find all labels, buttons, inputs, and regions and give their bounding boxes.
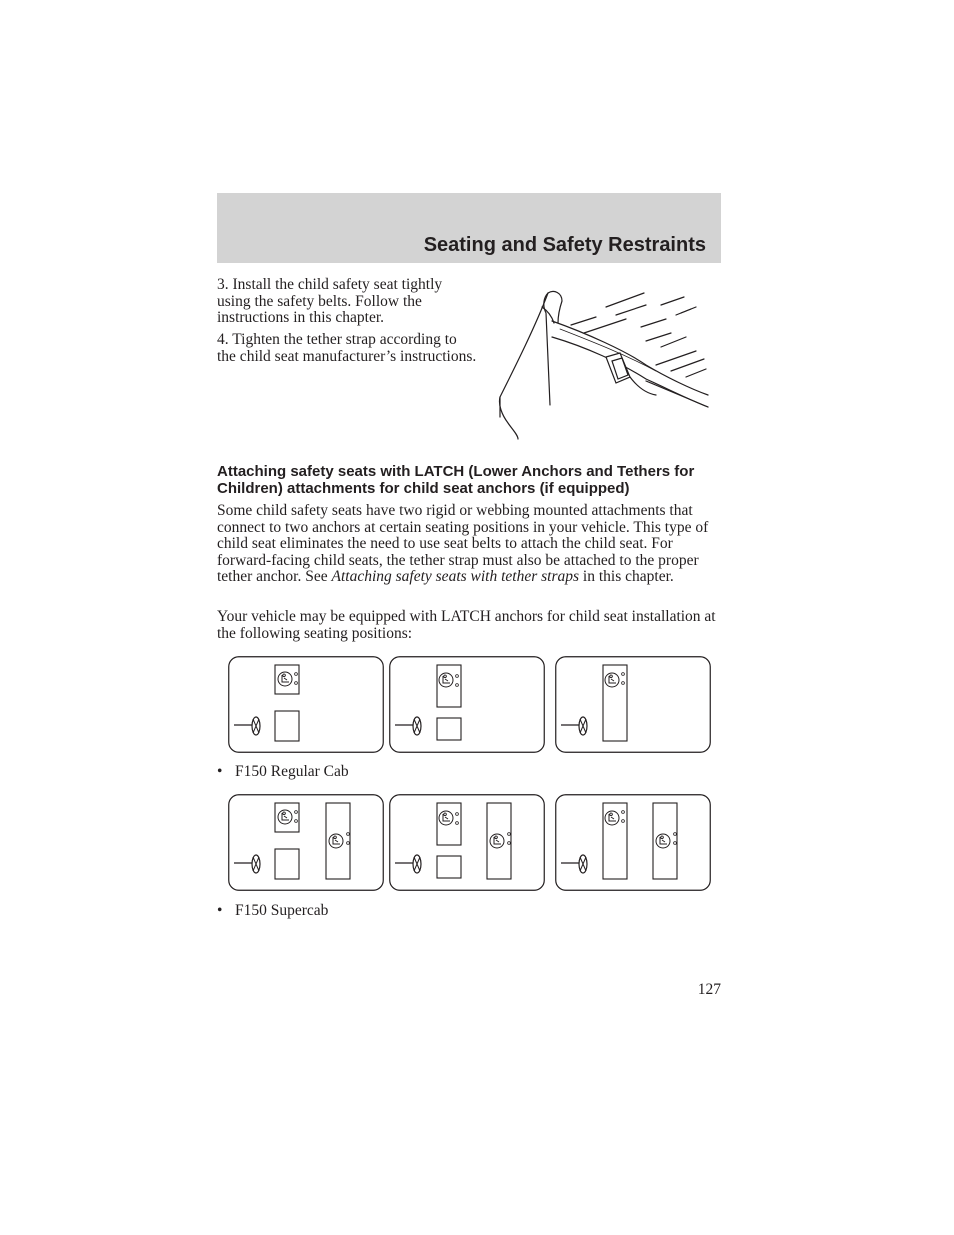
seat-belt-illustration bbox=[496, 285, 710, 441]
steering-wheel-icon bbox=[413, 717, 421, 735]
bullet-glyph: • bbox=[217, 902, 223, 919]
driver-seat bbox=[275, 711, 299, 741]
cross-reference-link: Attaching safety seats with tether straps bbox=[331, 568, 580, 585]
latch-section-heading: Attaching safety seats with LATCH (Lower Anchors and Tethers for Children) attachments for child seat anchors (if equipped) bbox=[217, 463, 695, 497]
lower-anchor-icon bbox=[456, 684, 459, 687]
vehicle-outline bbox=[556, 795, 711, 891]
supercab-diagram-split-bench bbox=[389, 794, 545, 891]
vehicle-outline bbox=[556, 657, 711, 753]
driver-seat bbox=[437, 718, 461, 740]
lower-anchor-icon bbox=[508, 833, 511, 836]
caption-regular-cab-text: F150 Regular Cab bbox=[235, 763, 349, 780]
lower-anchor-icon bbox=[295, 682, 298, 685]
steering-wheel-icon bbox=[413, 855, 421, 873]
child-seat-icon bbox=[656, 834, 670, 848]
steering-wheel-icon bbox=[252, 717, 260, 735]
lower-anchor-icon bbox=[674, 833, 677, 836]
lower-anchor-icon bbox=[347, 842, 350, 845]
regular-cab-diagram-full-bench bbox=[555, 656, 711, 753]
lower-anchor-icon bbox=[622, 682, 625, 685]
step-4-text: 4. Tighten the tether strap according to the child seat manufacturer’s instructions. bbox=[217, 331, 477, 365]
driver-seat bbox=[275, 849, 299, 879]
child-seat-icon bbox=[605, 811, 619, 825]
latch-description-tail: in this chapter. bbox=[579, 568, 674, 585]
regular-cab-diagram-split-bench bbox=[389, 656, 545, 753]
child-seat-icon bbox=[490, 834, 504, 848]
child-seat-icon bbox=[439, 811, 453, 825]
latch-description-paragraph bbox=[217, 503, 727, 586]
header-band bbox=[217, 193, 721, 263]
steering-wheel-icon bbox=[579, 855, 587, 873]
page-number: 127 bbox=[697, 981, 721, 998]
section-title: Seating and Safety Restraints bbox=[423, 234, 706, 256]
lower-anchor-icon bbox=[295, 820, 298, 823]
lower-anchor-icon bbox=[456, 675, 459, 678]
vehicle-outline bbox=[229, 657, 384, 753]
lower-anchor-icon bbox=[295, 673, 298, 676]
vehicle-outline bbox=[229, 795, 384, 891]
lower-anchor-icon bbox=[622, 673, 625, 676]
step-3-text: 3. Install the child safety seat tightly using the safety belts. Follow the instructions in this chapter. bbox=[217, 276, 443, 326]
child-seat-icon bbox=[278, 672, 292, 686]
lower-anchor-icon bbox=[622, 811, 625, 814]
child-seat-icon bbox=[605, 673, 619, 687]
lower-anchor-icon bbox=[622, 820, 625, 823]
supercab-diagram-bucket-seats bbox=[228, 794, 384, 891]
driver-seat bbox=[437, 856, 461, 878]
steering-wheel-icon bbox=[579, 717, 587, 735]
latch-positions-paragraph: Your vehicle may be equipped with LATCH anchors for child seat installation at the following seating positions: bbox=[217, 608, 716, 642]
caption-supercab bbox=[217, 902, 328, 920]
lower-anchor-icon bbox=[456, 822, 459, 825]
vehicle-outline bbox=[390, 795, 545, 891]
lower-anchor-icon bbox=[456, 813, 459, 816]
lower-anchor-icon bbox=[508, 842, 511, 845]
lower-anchor-icon bbox=[295, 811, 298, 814]
child-seat-icon bbox=[278, 810, 292, 824]
latch-description-text: Some child safety seats have two rigid or webbing mounted attachments that connect to two anchors at certain seating positions in your vehicle. This type of child seat eliminates the need to use seat belts to attach the child seat. For forward-facing child seats, the tether strap must also be attached to the proper tether anchor. See bbox=[217, 502, 709, 585]
supercab-diagram-full-bench bbox=[555, 794, 711, 891]
caption-regular-cab bbox=[217, 763, 349, 781]
lower-anchor-icon bbox=[347, 833, 350, 836]
steering-wheel-icon bbox=[252, 855, 260, 873]
child-seat-icon bbox=[439, 673, 453, 687]
bullet-glyph: • bbox=[217, 763, 223, 780]
caption-supercab-text: F150 Supercab bbox=[235, 902, 329, 919]
regular-cab-diagram-bucket-seats bbox=[228, 656, 384, 753]
vehicle-outline bbox=[390, 657, 545, 753]
child-seat-icon bbox=[329, 834, 343, 848]
lower-anchor-icon bbox=[674, 842, 677, 845]
